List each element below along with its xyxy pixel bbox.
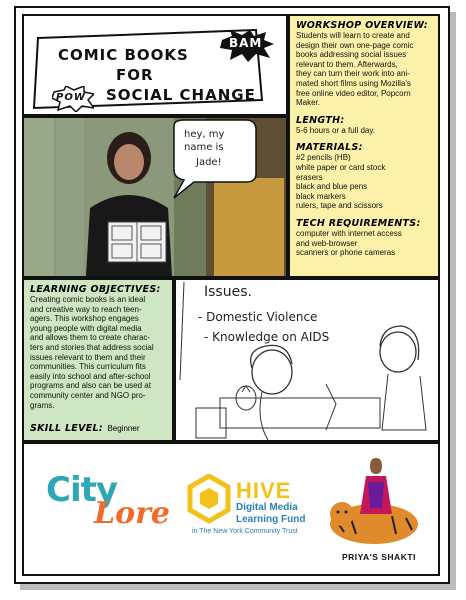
citylore-city-text: City [46,470,118,510]
skill-value: Beginner [107,424,140,434]
overview-panel [288,14,440,278]
photo-panel [22,116,288,278]
tech-section [296,218,432,258]
bam-text: BAM [229,36,263,50]
materials-item: #2 pencils (HB) [296,153,351,163]
title-line-1: COMIC BOOKS [58,46,189,64]
objectives-text-5: ters and stories that address social [30,342,154,352]
objectives-text-8: easily into school and after-school [30,371,151,381]
objectives-text-11: grams. [30,400,55,410]
citylore-lore-text: Lore [94,496,170,531]
drawing-item-2: - Knowledge on AIDS [204,330,330,344]
overview-text-3: relevant to them. Afterwards, [296,59,398,69]
drawing-issues-title: Issues. [204,284,252,300]
objectives-text-1: and creative way to reach teen- [30,304,142,314]
objectives-text-9: programs and also can be used at [30,381,151,391]
overview-text-0: Students will learn to create and [296,31,410,40]
speech-line-3: Jade! [196,157,222,168]
materials-heading: MATERIALS: [296,142,363,154]
length-section [296,115,432,136]
hive-line-1: Digital Media [236,502,298,513]
title-line-2: FOR [116,66,154,84]
skill-level [30,418,166,436]
overview-text-7: Maker. [296,98,321,108]
materials-item: erasers [296,172,323,182]
objectives-text-6: issues relevant to them and their [30,352,146,362]
logo-panel [22,442,440,576]
speech-line-1: hey, my [184,129,225,140]
materials-item: black and blue pens [296,182,368,192]
length-heading: LENGTH: [296,114,345,126]
comic-drawing [176,280,438,440]
drawing-panel [174,278,440,442]
speech-line-2: name is [184,142,224,153]
objectives-text-2: agers. This workshop engages [30,314,139,324]
overview-text-2: books addressing social issues [296,50,407,60]
student-photo [24,118,286,276]
objectives-text-3: young people with digital media [30,323,142,333]
tech-item: and web-browser [296,238,358,248]
overview-text-4: they can turn their work into ani- [296,69,410,79]
objectives-text-4: and allows them to create charac- [30,333,151,343]
hive-name: HIVE [236,478,292,503]
priya-tiger-illustration [326,452,422,550]
title-line-3: SOCIAL CHANGE [106,86,256,104]
objectives-panel [22,278,174,442]
tech-heading: TECH REQUIREMENTS: [296,217,421,229]
materials-item: white paper or card stock [296,162,386,172]
length-text: 5-6 hours or a full day. [296,125,376,135]
overview-text-1: design their own one-page comic [296,40,414,50]
tech-item: computer with internet access [296,228,402,238]
title-panel [22,14,288,116]
priya-caption: PRIYA'S SHAKTI [342,552,416,562]
hive-logo-icon [186,474,232,524]
objectives-text-0: Creating comic books is an ideal [30,295,146,304]
hive-line-2: Learning Fund [236,514,306,525]
materials-section [296,142,432,211]
overview-section [296,20,432,108]
overview-heading: WORKSHOP OVERVIEW: [296,20,429,31]
materials-item: black markers [296,191,346,201]
pow-text: POW [56,92,86,103]
objectives-heading: LEARNING OBJECTIVES: [30,284,161,295]
materials-item: rulers, tape and scissors [296,201,383,211]
objectives-text-7: communities. This curriculum fits [30,362,146,372]
handout-page [14,6,450,584]
tech-item: scanners or phone cameras [296,248,396,258]
objectives-text-10: community center and NGO pro- [30,390,146,400]
hive-line-3: in The New York Community Trust [192,528,298,535]
drawing-item-1: - Domestic Violence [198,310,318,324]
overview-text-5: mated short films using Mozilla's [296,78,411,88]
skill-heading: SKILL LEVEL: [30,423,103,435]
overview-text-6: free online video editor, Popcorn [296,88,411,98]
